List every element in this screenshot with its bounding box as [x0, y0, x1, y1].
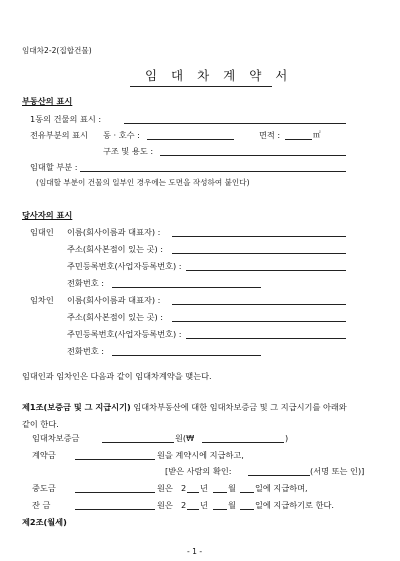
contract-deposit-field[interactable]	[75, 459, 155, 460]
area-label: 면적 :	[259, 130, 281, 140]
receipt-sign-field[interactable]	[248, 475, 310, 476]
exclusive-part-label: 전유부분의 표시	[30, 130, 88, 140]
lessor-label: 임대인	[30, 227, 54, 237]
lessee-address-field[interactable]	[172, 321, 346, 322]
contract-deposit-label: 계약금	[32, 450, 56, 460]
interim-year-num: 2	[181, 483, 187, 493]
article2-heading: 제2조(월세)	[22, 517, 67, 527]
area-field[interactable]	[285, 139, 312, 140]
article1-line1	[22, 403, 347, 411]
lessee-phone-label: 전화번호 :	[67, 346, 104, 356]
lessor-name-label: 이름(회사이름과 대표자) :	[67, 227, 161, 237]
lessor-id-label: 주민등록번호(사업자등록번호) :	[67, 261, 182, 271]
lease-part-field[interactable]	[80, 171, 346, 172]
agreement-text: 임대인과 임차인은 다음과 같이 임대차계약을 맺는다.	[22, 371, 212, 381]
article1-body-line1: 임대차부동산에 대한 임대차보증금 및 그 지급시기를 아래와	[133, 402, 347, 412]
lessee-label: 임차인	[30, 295, 54, 305]
lessor-id-field[interactable]	[186, 270, 346, 271]
balance-day-text: 일에 지급하기로 한다.	[255, 500, 334, 510]
lessee-name-label: 이름(회사이름과 대표자) :	[67, 295, 161, 305]
deposit-amount-field[interactable]	[102, 442, 174, 443]
receipt-text: [받은 사람의 확인:	[165, 466, 232, 476]
balance-year: 년	[200, 500, 208, 510]
balance-won: 원은	[157, 500, 173, 510]
lessor-phone-field[interactable]	[112, 287, 261, 288]
lessor-phone-label: 전화번호 :	[67, 278, 104, 288]
interim-year: 년	[200, 483, 208, 493]
deposit-close: )	[285, 433, 289, 443]
lease-part-note: (임대할 부분이 건물의 일부인 경우에는 도면을 작성하여 붙인다)	[36, 178, 250, 187]
title-underline	[130, 86, 272, 87]
deposit-unit: 원(₩	[175, 433, 195, 443]
lessee-address-label: 주소(회사본점이 있는 곳) :	[67, 312, 164, 322]
building-field[interactable]	[124, 123, 346, 124]
interim-month-field[interactable]	[213, 492, 227, 493]
balance-year-num: 2	[181, 500, 187, 510]
property-heading: 부동산의 표시	[22, 96, 73, 106]
balance-month: 월	[228, 500, 236, 510]
deposit-label: 임대차보증금	[32, 433, 80, 443]
building-label: 1동의 건물의 표시 :	[30, 114, 102, 124]
deposit-number-field[interactable]	[202, 442, 284, 443]
lessee-name-field[interactable]	[172, 304, 346, 305]
receipt-sign: (서명 또는 인)]	[310, 466, 365, 476]
lessor-address-label: 주소(회사본점이 있는 곳) :	[67, 244, 164, 254]
contract-deposit-text: 원을 계약시에 지급하고,	[157, 450, 244, 460]
balance-amount-field[interactable]	[75, 509, 155, 510]
balance-year-field[interactable]	[187, 509, 199, 510]
lessee-id-field[interactable]	[186, 338, 346, 339]
structure-label: 구조 및 용도 :	[103, 146, 154, 156]
balance-month-field[interactable]	[213, 509, 227, 510]
article1-body-line2: 같이 한다.	[22, 419, 59, 429]
lessor-name-field[interactable]	[172, 236, 346, 237]
balance-label: 잔 금	[32, 500, 51, 510]
interim-label: 중도금	[32, 483, 56, 493]
lessee-phone-field[interactable]	[112, 355, 261, 356]
page-number: - 1 -	[187, 547, 203, 556]
article1-heading: 제1조(보증금 및 그 지급시기)	[22, 402, 131, 412]
form-code: 임대차2-2(집합건물)	[22, 46, 92, 55]
unit-field[interactable]	[147, 139, 234, 140]
lessee-id-label: 주민등록번호(사업자등록번호) :	[67, 329, 182, 339]
interim-day-field[interactable]	[240, 492, 254, 493]
unit-label: 동 · 호수 :	[103, 130, 140, 140]
interim-won: 원은	[157, 483, 173, 493]
interim-day-text: 일에 지급하며,	[255, 483, 308, 493]
parties-heading: 당사자의 표시	[22, 210, 73, 220]
document-title: 임 대 차 계 약 서	[145, 68, 293, 83]
interim-month: 월	[228, 483, 236, 493]
area-unit: ㎡	[313, 130, 321, 139]
structure-field[interactable]	[160, 155, 346, 156]
interim-amount-field[interactable]	[75, 492, 155, 493]
lessor-address-field[interactable]	[172, 253, 346, 254]
lease-part-label: 임대할 부분 :	[30, 162, 78, 172]
balance-day-field[interactable]	[240, 509, 254, 510]
interim-year-field[interactable]	[187, 492, 199, 493]
